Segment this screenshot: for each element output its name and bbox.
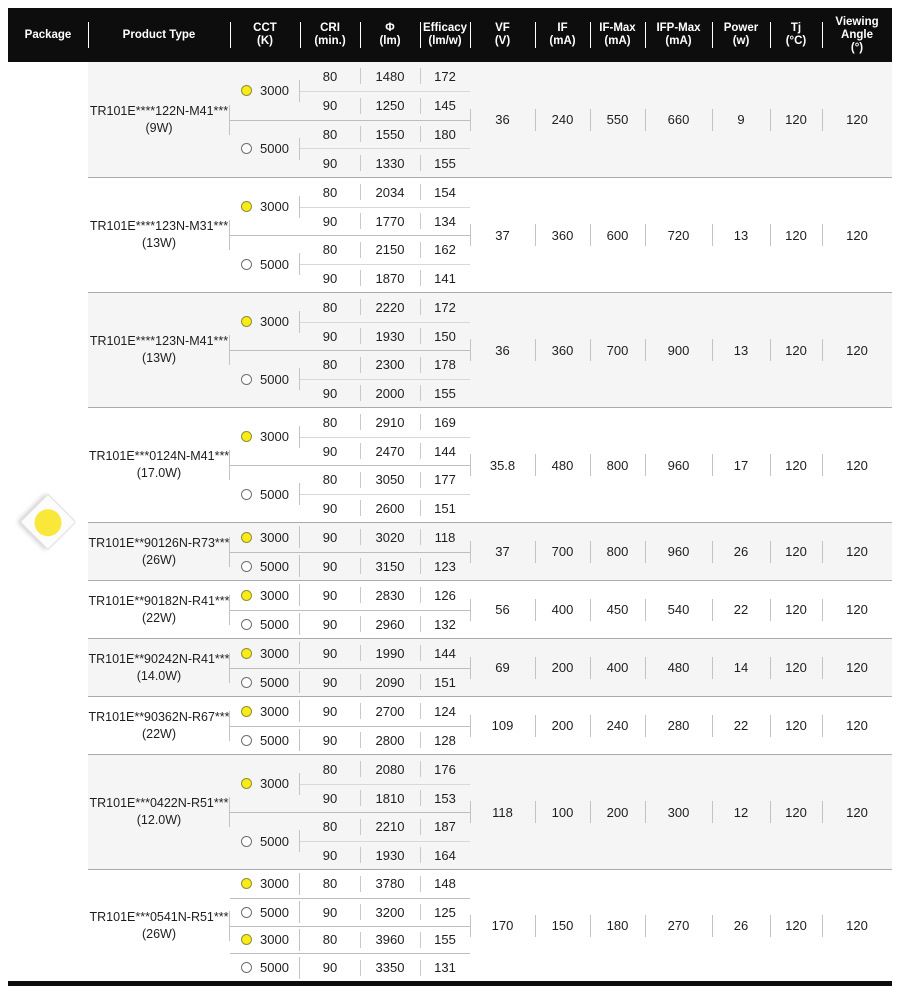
cct-cell (230, 953, 300, 981)
cri-value: 80 (322, 414, 338, 430)
efficacy-value: 124 (420, 697, 470, 726)
flux-value: 3150 (360, 552, 420, 581)
flux-value: 1330 (360, 148, 420, 177)
vf-value: 109 (470, 697, 535, 754)
product-wattage: (17.0W) (136, 466, 182, 480)
cct-cell (230, 581, 300, 610)
header-tj: Tj (°C) (770, 8, 822, 62)
if-max-value: 400 (590, 639, 645, 696)
cct-color-dot (241, 619, 252, 630)
cri-value: 80 (322, 184, 338, 200)
flux-value: 3050 (360, 465, 420, 494)
if-max-value: 550 (590, 62, 645, 177)
product-type-cell (88, 408, 230, 522)
ifp-max-value: 960 (645, 408, 712, 522)
vf-value: 37 (470, 523, 535, 580)
cri-value: 90 (300, 437, 360, 466)
product-type-cell (88, 178, 230, 292)
product-name: TR101E**90182N-R41*** (88, 593, 230, 608)
product-name: TR101E***0124N-M41*** (88, 449, 230, 463)
if-value: 360 (535, 178, 590, 292)
header-efficacy: Efficacy (lm/w) (420, 8, 470, 62)
if-max-value: 240 (590, 697, 645, 754)
cct-cell (230, 523, 300, 552)
viewing-angle-value: 120 (822, 408, 892, 522)
cct-color-dot (241, 374, 252, 385)
cct-value: 5000 (260, 732, 289, 748)
cct-value: 3000 (260, 429, 289, 444)
cri-value: 80 (300, 926, 360, 954)
cri-value: 90 (300, 552, 360, 581)
flux-value: 3200 (360, 898, 420, 926)
cri-value: 80 (322, 876, 338, 892)
cri-value: 80 (322, 68, 338, 84)
product-wattage: (9W) (145, 120, 173, 135)
cct-cell (230, 235, 300, 292)
cct-cell (230, 350, 300, 407)
product-type-cell (88, 639, 230, 696)
if-max-value: 800 (590, 408, 645, 522)
product-wattage: (12.0W) (136, 813, 182, 827)
cct-cell (230, 408, 300, 465)
cct-value: 3000 (260, 587, 289, 603)
flux-value: 3960 (360, 926, 420, 954)
cct-value: 5000 (260, 141, 289, 157)
cct-cell (230, 812, 300, 869)
if-value: 200 (535, 697, 590, 754)
if-max-value: 180 (590, 870, 645, 981)
cri-value: 90 (300, 207, 360, 236)
flux-value: 3350 (360, 953, 420, 981)
cct-color-dot (241, 259, 252, 270)
ifp-max-value: 720 (645, 178, 712, 292)
cri-value: 80 (300, 465, 360, 494)
vf-value: 170 (470, 870, 535, 981)
ifp-max-value: 900 (645, 293, 712, 407)
cct-color-dot (241, 431, 252, 442)
flux-value: 2090 (360, 668, 420, 697)
flux-value: 2080 (360, 755, 420, 784)
if-value: 360 (535, 293, 590, 407)
cct-cell (230, 697, 300, 726)
efficacy-value: 144 (420, 639, 470, 668)
flux-value: 2910 (360, 408, 420, 437)
power-value: 26 (712, 523, 770, 580)
if-value: 400 (535, 581, 590, 638)
cct-cell (230, 465, 300, 522)
cct-value: 3000 (260, 776, 289, 791)
if-value: 200 (535, 639, 590, 696)
viewing-angle-value: 120 (822, 293, 892, 407)
cct-color-dot (241, 590, 252, 601)
viewing-angle-value: 120 (822, 755, 892, 869)
if-value: 700 (535, 523, 590, 580)
efficacy-value: 134 (420, 207, 470, 236)
tj-value: 120 (770, 523, 822, 580)
efficacy-value: 162 (420, 235, 470, 264)
header-flux: Φ (lm) (360, 8, 420, 62)
flux-value: 2210 (360, 812, 420, 841)
efficacy-value: 141 (420, 264, 470, 293)
cct-cell (230, 726, 300, 755)
vf-value: 36 (470, 293, 535, 407)
cri-value: 80 (300, 350, 360, 379)
cct-value: 3000 (260, 199, 289, 214)
tj-value: 120 (770, 697, 822, 754)
cct-color-dot (241, 532, 252, 543)
flux-value: 2000 (360, 379, 420, 408)
cri-value: 90 (300, 726, 360, 755)
vf-value: 69 (470, 639, 535, 696)
header-ifp-max: IFP-Max (mA) (645, 8, 712, 62)
if-max-value: 800 (590, 523, 645, 580)
cct-color-dot (241, 778, 252, 789)
cri-value: 90 (300, 784, 360, 813)
header-cct: CCT (K) (230, 8, 300, 62)
cct-color-dot (241, 316, 252, 327)
efficacy-value: 148 (420, 870, 470, 898)
cct-value: 3000 (260, 876, 289, 892)
cct-color-dot (241, 706, 252, 717)
cri-value: 90 (300, 898, 360, 926)
efficacy-value: 132 (420, 610, 470, 639)
cct-cell (230, 898, 300, 926)
efficacy-value: 144 (420, 437, 470, 466)
flux-value: 2700 (360, 697, 420, 726)
product-wattage: (26W) (141, 926, 177, 941)
product-wattage: (22W) (141, 610, 177, 625)
cct-cell (230, 639, 300, 668)
tj-value: 120 (770, 293, 822, 407)
efficacy-value: 151 (420, 668, 470, 697)
product-name: TR101E****123N-M31*** (89, 219, 229, 233)
cct-color-dot (241, 85, 252, 96)
tj-value: 120 (770, 408, 822, 522)
cct-value: 3000 (260, 932, 289, 948)
power-value: 14 (712, 639, 770, 696)
cri-value: 90 (300, 953, 360, 981)
product-type-cell (88, 523, 230, 580)
product-type-cell (88, 581, 230, 638)
product-name: TR101E**90126N-R73*** (88, 535, 230, 550)
product-name: TR101E***0422N-R51*** (89, 796, 229, 810)
tj-value: 120 (770, 870, 822, 981)
cri-value: 90 (300, 148, 360, 177)
product-wattage: (26W) (141, 552, 177, 567)
ifp-max-value: 540 (645, 581, 712, 638)
cct-cell (230, 552, 300, 581)
efficacy-value: 169 (420, 408, 470, 437)
cct-cell (230, 610, 300, 639)
table-header (8, 8, 892, 62)
product-name: TR101E****123N-M41*** (89, 334, 229, 348)
cct-value: 5000 (260, 616, 289, 632)
header-if-max: IF-Max (mA) (590, 8, 645, 62)
cct-color-dot (241, 561, 252, 572)
product-group (88, 580, 892, 638)
efficacy-value: 177 (420, 465, 470, 494)
product-type-cell (88, 62, 230, 177)
cri-value: 90 (300, 322, 360, 351)
efficacy-value: 155 (420, 926, 470, 954)
ifp-max-value: 960 (645, 523, 712, 580)
product-name: TR101E****122N-M41*** (89, 103, 229, 118)
flux-value: 1550 (360, 120, 420, 149)
cct-color-dot (241, 878, 252, 889)
cct-color-dot (241, 648, 252, 659)
product-name: TR101E**90362N-R67*** (88, 709, 230, 724)
cct-color-dot (241, 962, 252, 973)
table-body (8, 62, 892, 981)
cct-color-dot (241, 143, 252, 154)
flux-value: 1250 (360, 91, 420, 120)
ifp-max-value: 660 (645, 62, 712, 177)
cct-value: 3000 (260, 645, 289, 661)
flux-value: 2600 (360, 494, 420, 523)
cri-value: 90 (300, 379, 360, 408)
flux-value: 3780 (360, 870, 420, 898)
cri-value: 80 (322, 761, 338, 777)
cct-value: 3000 (260, 529, 289, 545)
if-value: 150 (535, 870, 590, 981)
cct-cell (230, 293, 300, 350)
ifp-max-value: 480 (645, 639, 712, 696)
cri-value: 90 (300, 91, 360, 120)
product-wattage: (22W) (141, 726, 177, 741)
flux-value: 2300 (360, 350, 420, 379)
cri-value: 90 (300, 668, 360, 697)
tj-value: 120 (770, 62, 822, 177)
bottom-rule (8, 981, 892, 986)
power-value: 13 (712, 178, 770, 292)
cct-color-dot (241, 836, 252, 847)
cct-color-dot (241, 735, 252, 746)
efficacy-value: 176 (420, 755, 470, 784)
viewing-angle-value: 120 (822, 62, 892, 177)
ifp-max-value: 270 (645, 870, 712, 981)
cct-value: 3000 (260, 703, 289, 719)
cri-value: 90 (322, 645, 338, 661)
cct-cell (230, 668, 300, 697)
product-group (88, 638, 892, 696)
flux-value: 2470 (360, 437, 420, 466)
flux-value: 1870 (360, 264, 420, 293)
product-group (88, 754, 892, 869)
cct-value: 5000 (260, 371, 289, 387)
header-power: Power (w) (712, 8, 770, 62)
efficacy-value: 123 (420, 552, 470, 581)
flux-value: 2800 (360, 726, 420, 755)
ifp-max-value: 300 (645, 755, 712, 869)
product-groups (88, 62, 892, 981)
led-die (29, 502, 67, 540)
flux-value: 1480 (360, 62, 420, 91)
cct-cell (230, 870, 300, 898)
efficacy-value: 155 (420, 148, 470, 177)
cct-value: 5000 (260, 960, 289, 976)
tj-value: 120 (770, 755, 822, 869)
ifp-max-value: 280 (645, 697, 712, 754)
cct-value: 5000 (260, 904, 289, 920)
cri-value: 90 (322, 529, 338, 545)
efficacy-value: 118 (420, 523, 470, 552)
header-if: IF (mA) (535, 8, 590, 62)
efficacy-value: 180 (420, 120, 470, 149)
header-product-type: Product Type (88, 8, 230, 62)
cct-value: 5000 (260, 833, 289, 849)
efficacy-value: 187 (420, 812, 470, 841)
efficacy-value: 154 (420, 178, 470, 207)
viewing-angle-value: 120 (822, 697, 892, 754)
if-max-value: 450 (590, 581, 645, 638)
efficacy-value: 126 (420, 581, 470, 610)
product-type-cell (88, 293, 230, 407)
power-value: 17 (712, 408, 770, 522)
package-cell (8, 62, 88, 981)
header-viewing-angle: Viewing Angle (°) (822, 8, 892, 62)
flux-value: 3020 (360, 523, 420, 552)
product-wattage: (13W) (141, 351, 177, 365)
tj-value: 120 (770, 639, 822, 696)
product-wattage: (13W) (141, 236, 177, 250)
product-name: TR101E***0541N-R51*** (89, 909, 229, 924)
product-group (88, 696, 892, 754)
product-group (88, 407, 892, 522)
led-package-image (20, 493, 77, 550)
product-group (88, 522, 892, 580)
flux-value: 1770 (360, 207, 420, 236)
header-package: Package (24, 28, 72, 41)
flux-value: 1930 (360, 841, 420, 870)
cct-value: 3000 (260, 83, 289, 99)
flux-value: 2150 (360, 235, 420, 264)
cri-value: 80 (322, 299, 338, 315)
viewing-angle-value: 120 (822, 581, 892, 638)
cri-value: 90 (322, 703, 338, 719)
product-type-cell (88, 755, 230, 869)
header-cri: CRI (min.) (300, 8, 360, 62)
cct-cell (230, 755, 300, 812)
viewing-angle-value: 120 (822, 639, 892, 696)
efficacy-value: 172 (420, 62, 470, 91)
flux-value: 1990 (360, 639, 420, 668)
cri-value: 80 (300, 120, 360, 149)
cct-color-dot (241, 934, 252, 945)
flux-value: 2830 (360, 581, 420, 610)
cri-value: 90 (300, 264, 360, 293)
cct-color-dot (241, 907, 252, 918)
cct-cell (230, 120, 300, 178)
cct-value: 5000 (260, 674, 289, 690)
cct-cell (230, 62, 300, 120)
cri-value: 90 (300, 841, 360, 870)
flux-value: 1810 (360, 784, 420, 813)
efficacy-value: 131 (420, 953, 470, 981)
if-max-value: 600 (590, 178, 645, 292)
cct-color-dot (241, 677, 252, 688)
cri-value: 90 (322, 587, 338, 603)
power-value: 22 (712, 697, 770, 754)
cct-value: 5000 (260, 256, 289, 272)
cct-color-dot (241, 201, 252, 212)
power-value: 26 (712, 870, 770, 981)
efficacy-value: 128 (420, 726, 470, 755)
efficacy-value: 155 (420, 379, 470, 408)
flux-value: 2034 (360, 178, 420, 207)
flux-value: 2960 (360, 610, 420, 639)
vf-value: 35.8 (470, 408, 535, 522)
vf-value: 118 (470, 755, 535, 869)
flux-value: 1930 (360, 322, 420, 351)
power-value: 22 (712, 581, 770, 638)
vf-value: 36 (470, 62, 535, 177)
header-vf: VF (V) (470, 8, 535, 62)
cct-value: 5000 (260, 486, 289, 502)
product-group (88, 292, 892, 407)
product-group (88, 869, 892, 981)
cri-value: 90 (300, 494, 360, 523)
if-value: 240 (535, 62, 590, 177)
viewing-angle-value: 120 (822, 523, 892, 580)
tj-value: 120 (770, 178, 822, 292)
vf-value: 56 (470, 581, 535, 638)
efficacy-value: 153 (420, 784, 470, 813)
product-type-cell (88, 870, 230, 981)
efficacy-value: 151 (420, 494, 470, 523)
cri-value: 80 (300, 235, 360, 264)
efficacy-value: 172 (420, 293, 470, 322)
vf-value: 37 (470, 178, 535, 292)
viewing-angle-value: 120 (822, 178, 892, 292)
cct-cell (230, 926, 300, 954)
product-wattage: (14.0W) (136, 668, 182, 683)
if-max-value: 700 (590, 293, 645, 407)
efficacy-value: 178 (420, 350, 470, 379)
product-group (88, 177, 892, 292)
cct-cell (230, 178, 300, 235)
tj-value: 120 (770, 581, 822, 638)
efficacy-value: 164 (420, 841, 470, 870)
product-name: TR101E**90242N-R41*** (88, 651, 230, 666)
flux-value: 2220 (360, 293, 420, 322)
viewing-angle-value: 120 (822, 870, 892, 981)
power-value: 9 (712, 62, 770, 177)
if-value: 480 (535, 408, 590, 522)
cct-value: 3000 (260, 314, 289, 329)
efficacy-value: 145 (420, 91, 470, 120)
cct-value: 5000 (260, 558, 289, 574)
product-type-cell (88, 697, 230, 754)
cct-color-dot (241, 489, 252, 500)
power-value: 13 (712, 293, 770, 407)
efficacy-value: 150 (420, 322, 470, 351)
if-max-value: 200 (590, 755, 645, 869)
product-group (88, 62, 892, 177)
if-value: 100 (535, 755, 590, 869)
cri-value: 90 (300, 610, 360, 639)
efficacy-value: 125 (420, 898, 470, 926)
cri-value: 80 (300, 812, 360, 841)
power-value: 12 (712, 755, 770, 869)
